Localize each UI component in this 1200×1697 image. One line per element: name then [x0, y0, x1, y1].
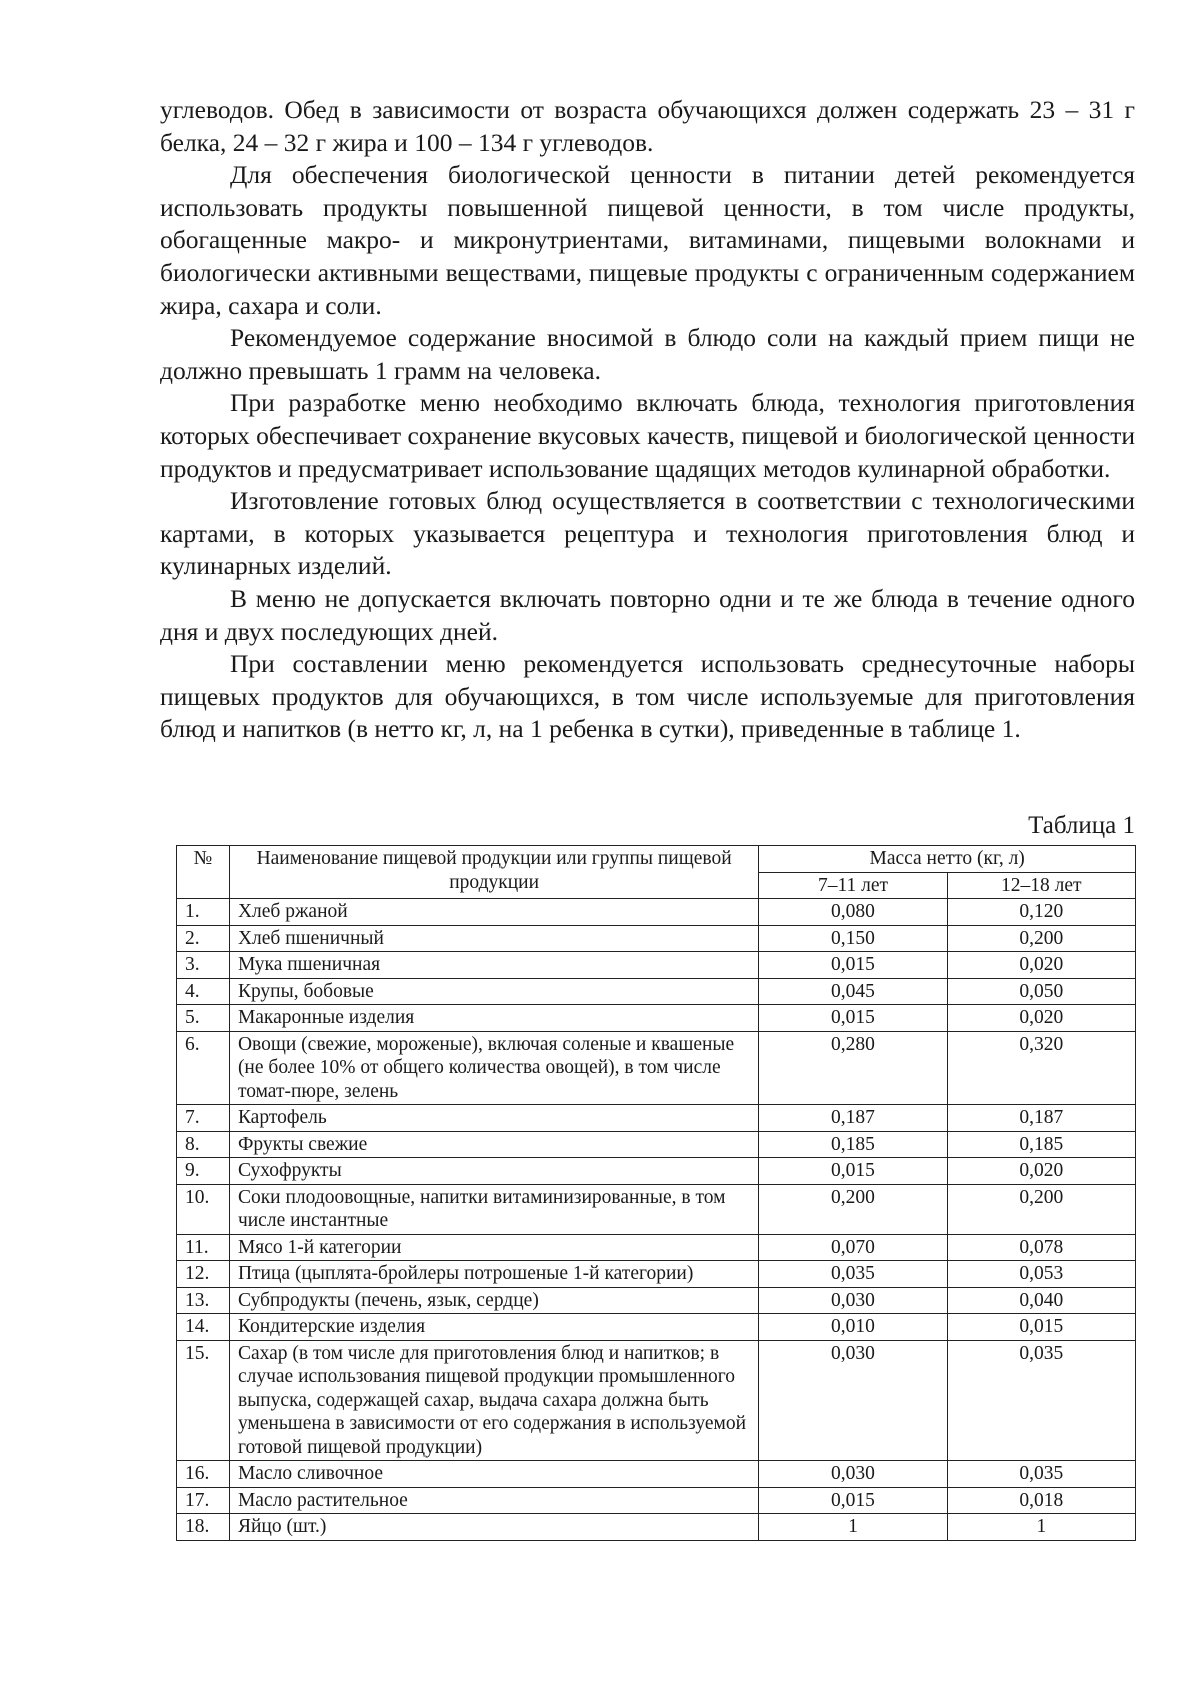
row-product-name: Кондитерские изделия	[229, 1314, 758, 1341]
row-value-12-18: 0,200	[947, 925, 1135, 952]
row-product-name: Фрукты свежие	[229, 1131, 758, 1158]
body-text	[160, 94, 1135, 746]
row-value-7-11: 0,015	[759, 952, 947, 979]
row-product-name: Овощи (свежие, мороженые), включая соленые и квашеные (не более 10% от общего количества овощей), в том числе томат-пюре, зелень	[229, 1031, 758, 1105]
row-value-7-11: 0,080	[759, 899, 947, 926]
table-row	[177, 1184, 1136, 1234]
table-row	[177, 899, 1136, 926]
row-product-name: Яйцо (шт.)	[229, 1514, 758, 1541]
row-number: 15.	[177, 1340, 230, 1461]
table-row	[177, 1131, 1136, 1158]
row-value-7-11: 0,045	[759, 978, 947, 1005]
row-product-name: Соки плодоовощные, напитки витаминизированные, в том числе инстантные	[229, 1184, 758, 1234]
row-product-name: Хлеб ржаной	[229, 899, 758, 926]
table-row	[177, 952, 1136, 979]
table-row	[177, 1461, 1136, 1488]
row-product-name: Субпродукты (печень, язык, сердце)	[229, 1287, 758, 1314]
paragraph: углеводов. Обед в зависимости от возраста обучающихся должен содержать 23 – 31 г белка, 24 – 32 г жира и 100 – 134 г углеводов.	[160, 95, 1135, 157]
paragraph: Для обеспечения биологической ценности в питании детей рекомендуется использовать продукты повышенной пищевой ценности, в том числе продукты, обогащенные макро- и микронутриентами, витаминами, пищевыми волокнами и биологически активными веществами, пищевые продукты с ограниченным содержанием жира, сахара и соли.	[160, 160, 1135, 320]
row-value-7-11: 0,015	[759, 1158, 947, 1185]
row-value-12-18: 1	[947, 1514, 1135, 1541]
row-value-7-11: 0,015	[759, 1005, 947, 1032]
row-number: 6.	[177, 1031, 230, 1105]
table-row	[177, 1340, 1136, 1461]
row-value-7-11: 0,070	[759, 1234, 947, 1261]
row-value-7-11: 0,010	[759, 1314, 947, 1341]
row-product-name: Крупы, бобовые	[229, 978, 758, 1005]
row-product-name: Картофель	[229, 1105, 758, 1132]
row-value-12-18: 0,020	[947, 952, 1135, 979]
row-value-12-18: 0,053	[947, 1261, 1135, 1288]
row-number: 17.	[177, 1487, 230, 1514]
row-number: 5.	[177, 1005, 230, 1032]
row-value-12-18: 0,050	[947, 978, 1135, 1005]
row-value-12-18: 0,035	[947, 1340, 1135, 1461]
row-number: 1.	[177, 899, 230, 926]
row-number: 3.	[177, 952, 230, 979]
row-number: 14.	[177, 1314, 230, 1341]
row-value-7-11: 0,030	[759, 1287, 947, 1314]
row-value-12-18: 0,200	[947, 1184, 1135, 1234]
row-value-7-11: 0,035	[759, 1261, 947, 1288]
row-number: 11.	[177, 1234, 230, 1261]
row-value-7-11: 0,030	[759, 1461, 947, 1488]
table-caption: Таблица 1	[1028, 812, 1135, 839]
row-value-12-18: 0,320	[947, 1031, 1135, 1105]
row-number: 2.	[177, 925, 230, 952]
row-value-12-18: 0,040	[947, 1287, 1135, 1314]
row-product-name: Масло сливочное	[229, 1461, 758, 1488]
row-value-7-11: 0,280	[759, 1031, 947, 1105]
row-number: 7.	[177, 1105, 230, 1132]
row-value-12-18: 0,187	[947, 1105, 1135, 1132]
header-number: №	[177, 846, 230, 899]
row-value-12-18: 0,020	[947, 1158, 1135, 1185]
table-row	[177, 1005, 1136, 1032]
table-row	[177, 1105, 1136, 1132]
table-row	[177, 1314, 1136, 1341]
table-row	[177, 978, 1136, 1005]
row-value-7-11: 0,015	[759, 1487, 947, 1514]
table-row	[177, 1261, 1136, 1288]
paragraph: В меню не допускается включать повторно одни и те же блюда в течение одного дня и двух последующих дней.	[160, 583, 1135, 646]
table-row	[177, 1287, 1136, 1314]
row-product-name: Мука пшеничная	[229, 952, 758, 979]
table-row	[177, 925, 1136, 952]
row-number: 10.	[177, 1184, 230, 1234]
row-product-name: Птица (цыплята-бройлеры потрошеные 1-й категории)	[229, 1261, 758, 1288]
table-row	[177, 1158, 1136, 1185]
row-product-name: Сахар (в том числе для приготовления блюд и напитков; в случае использования пищевой продукции промышленного выпуска, содержащей сахар, выдача сахара должна быть уменьшена в зависимости от его содержания в используемой готовой пищевой продукции)	[229, 1340, 758, 1461]
row-product-name: Макаронные изделия	[229, 1005, 758, 1032]
row-number: 13.	[177, 1287, 230, 1314]
table-row	[177, 1514, 1136, 1541]
row-value-12-18: 0,078	[947, 1234, 1135, 1261]
row-product-name: Сухофрукты	[229, 1158, 758, 1185]
row-value-7-11: 1	[759, 1514, 947, 1541]
row-number: 16.	[177, 1461, 230, 1488]
paragraph: Изготовление готовых блюд осуществляется в соответствии с технологическими картами, в которых указывается рецептура и технология приготовления блюд и кулинарных изделий.	[160, 486, 1135, 581]
row-value-12-18: 0,020	[947, 1005, 1135, 1032]
row-number: 8.	[177, 1131, 230, 1158]
row-value-12-18: 0,035	[947, 1461, 1135, 1488]
row-number: 9.	[177, 1158, 230, 1185]
food-norms-table	[176, 845, 1136, 1541]
table-body	[177, 899, 1136, 1541]
row-value-7-11: 0,150	[759, 925, 947, 952]
paragraph: Рекомендуемое содержание вносимой в блюдо соли на каждый прием пищи не должно превышать 1 грамм на человека.	[160, 323, 1135, 385]
header-age-12-18: 12–18 лет	[947, 872, 1135, 899]
row-value-12-18: 0,120	[947, 899, 1135, 926]
header-age-7-11: 7–11 лет	[759, 872, 947, 899]
paragraph: При разработке меню необходимо включать блюда, технология приготовления которых обеспечивает сохранение вкусовых качеств, пищевой и биологической ценности продуктов и предусматривает использование щадящих методов кулинарной обработки.	[160, 388, 1135, 483]
row-product-name: Мясо 1-й категории	[229, 1234, 758, 1261]
table-row	[177, 1031, 1136, 1105]
row-value-7-11: 0,185	[759, 1131, 947, 1158]
row-product-name: Хлеб пшеничный	[229, 925, 758, 952]
header-product-name: Наименование пищевой продукции или группы пищевой продукции	[229, 846, 758, 899]
table-row	[177, 1487, 1136, 1514]
row-value-7-11: 0,187	[759, 1105, 947, 1132]
row-value-12-18: 0,018	[947, 1487, 1135, 1514]
row-value-7-11: 0,030	[759, 1340, 947, 1461]
row-product-name: Масло растительное	[229, 1487, 758, 1514]
row-value-12-18: 0,185	[947, 1131, 1135, 1158]
header-mass: Масса нетто (кг, л)	[759, 846, 1136, 873]
row-number: 18.	[177, 1514, 230, 1541]
row-number: 12.	[177, 1261, 230, 1288]
row-number: 4.	[177, 978, 230, 1005]
table-row	[177, 1234, 1136, 1261]
row-value-7-11: 0,200	[759, 1184, 947, 1234]
row-value-12-18: 0,015	[947, 1314, 1135, 1341]
paragraph: При составлении меню рекомендуется использовать среднесуточные наборы пищевых продуктов для обучающихся, в том числе используемые для приготовления блюд и напитков (в нетто кг, л, на 1 ребенка в сутки), приведенные в таблице 1.	[160, 649, 1135, 744]
